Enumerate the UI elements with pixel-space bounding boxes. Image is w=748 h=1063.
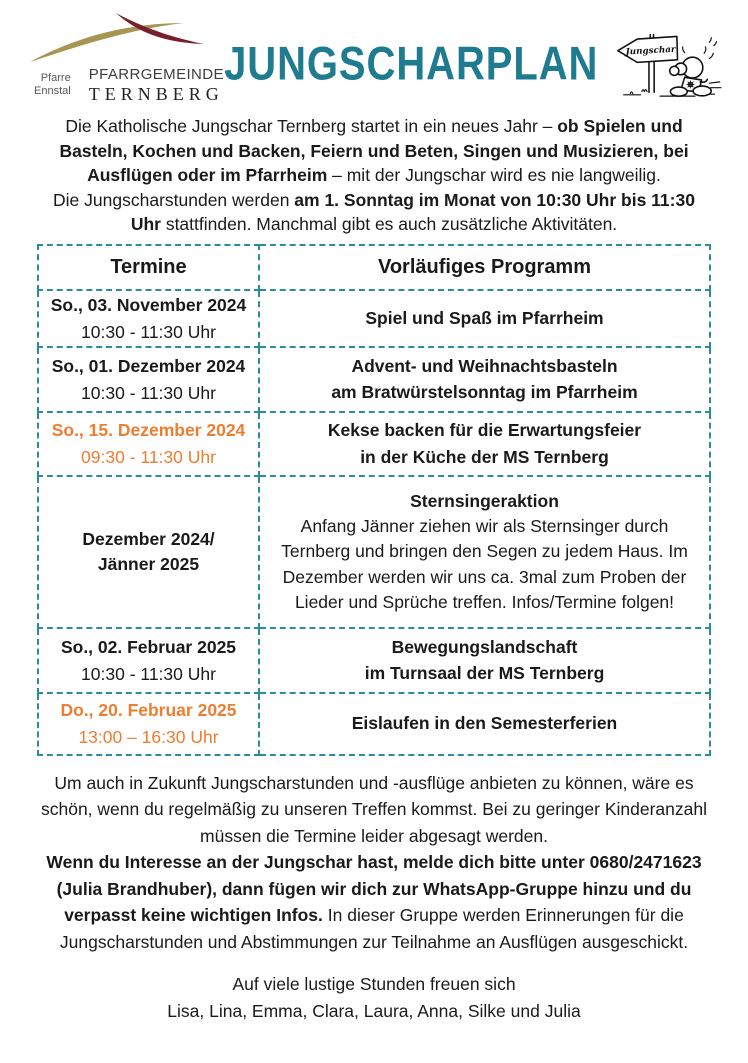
program-cell (259, 347, 710, 412)
time-text: 10:30 - 11:30 Uhr (81, 382, 216, 403)
table-row (38, 290, 710, 347)
intro-seg4: Die Jungscharstunden werden (53, 189, 295, 210)
program-cell (259, 628, 710, 693)
signpost-post (649, 62, 654, 92)
closing-line2: Lisa, Lina, Emma, Clara, Laura, Anna, Silke und Julia (167, 1001, 581, 1021)
logo-region-line1: Pfarre (40, 72, 71, 84)
table-row (38, 476, 710, 628)
column-header-programm: Vorläufiges Programm (259, 245, 710, 290)
logo-gold-swoosh (30, 23, 184, 62)
sign-label: Jungschar (625, 44, 677, 58)
program-text: Kekse backen für die Erwartungsfeier (327, 420, 642, 440)
time-text: 13:00 – 16:30 Uhr (78, 727, 219, 747)
logo-region-line2: Ennstal (34, 85, 71, 97)
page-title: JUNGSCHARPLAN (224, 37, 599, 91)
outro-seg3: In dieser Gruppe werden Erinnerungen für die Jungscharstunden und Abstimmungen zur Teilnahme an Ausflügen ausgeschickt. (59, 905, 689, 952)
jungschar-cartoon-illustration (612, 14, 724, 116)
date-cell (38, 476, 259, 628)
time-text: 10:30 - 11:30 Uhr (81, 663, 216, 684)
logo-org-name (89, 66, 224, 104)
program-text: Advent- und Weihnachtsbasteln (351, 355, 618, 376)
character-shoe-left (671, 87, 688, 96)
speed-lines (710, 82, 722, 88)
program-cell (259, 412, 710, 476)
intro-seg5-bold: am 1. Sonntag im Monat von 10:30 Uhr bis 11:30 Uhr (130, 189, 695, 234)
character-eye-right (670, 66, 679, 75)
date-text: Dezember 2024/ (82, 529, 215, 549)
program-text: Bewegungslandschaft (391, 636, 578, 657)
table-header-row (38, 245, 710, 290)
program-description: Anfang Jänner ziehen wir als Sternsinger durch Ternberg und bringen den Segen zu jedem Haus. Im Dezember werden wir uns ca. 3mal zum Proben der Lieder und Sprüche treffen. Infos/Termine folgen! (281, 515, 688, 612)
table-row (38, 628, 710, 693)
date-text: Jänner 2025 (97, 554, 200, 574)
logo-text (28, 66, 224, 104)
column-header-termine: Termine (38, 245, 259, 290)
logo-org-line1: PFARRGEMEINDE (88, 66, 224, 83)
date-text: So., 15. Dezember 2024 (51, 420, 246, 440)
logo-region-label (34, 72, 71, 98)
parish-logo (28, 12, 224, 104)
date-text: So., 02. Februar 2025 (60, 636, 237, 657)
program-cell (259, 476, 710, 628)
grass-tufts (631, 90, 648, 94)
intro-seg6: stattfinden. Manchmal gibt es auch zusätzliche Aktivitäten. (160, 214, 618, 234)
header (0, 0, 748, 104)
table-row-highlighted (38, 693, 710, 755)
date-text: Do., 20. Februar 2025 (60, 700, 237, 720)
date-cell (38, 347, 259, 412)
date-cell (38, 412, 259, 476)
outro-seg1: Um auch in Zukunft Jungscharstunden und -ausflüge anbieten zu können, wäre es schön, wenn du regelmäßig zu unseren Treffen kommst. Bei zu geringer Kinderanzahl müssen die Termine leider abgesagt werden. (40, 772, 707, 846)
program-text: am Bratwürstelsonntag im Pfarrheim (331, 382, 638, 402)
intro-seg2-bold: ob Spielen und Basteln, Kochen und Backen, Feiern und Beten, Singen und Musizieren, bei Ausflügen oder im Pfarrheim (59, 116, 689, 185)
date-text: So., 03. November 2024 (50, 294, 247, 315)
closing-block (0, 971, 748, 1025)
date-text: So., 01. Dezember 2024 (51, 355, 246, 376)
logo-org-line2: TERNBERG (88, 84, 224, 104)
date-cell (38, 693, 259, 755)
program-cell (259, 693, 710, 755)
program-text: in der Küche der MS Ternberg (360, 446, 609, 467)
intro-seg1: Die Katholische Jungschar Ternberg startet in ein neues Jahr – (65, 116, 558, 136)
program-cell (259, 290, 710, 347)
title-area (210, 37, 612, 91)
logo-swoosh-graphic (28, 12, 206, 64)
program-title: Sternsingeraktion (410, 490, 559, 511)
date-cell (38, 290, 259, 347)
intro-paragraph (50, 114, 698, 237)
schedule-table (37, 244, 711, 756)
closing-line1: Auf viele lustige Stunden freuen sich (232, 974, 516, 994)
program-text: Spiel und Spaß im Pfarrheim (365, 307, 604, 328)
character-shoe-right (694, 86, 712, 96)
time-text: 09:30 - 11:30 Uhr (81, 447, 216, 467)
program-text: Eislaufen in den Semesterferien (351, 713, 618, 734)
table-row-highlighted (38, 412, 710, 476)
program-text: im Turnsaal der MS Ternberg (364, 663, 605, 683)
character-badge-rays (687, 81, 694, 88)
time-text: 10:30 - 11:30 Uhr (81, 321, 216, 342)
outro-seg2-bold: Wenn du Interesse an der Jungschar hast, melde dich bitte unter 0680/2471623 (Julia Brandhuber), dann fügen wir dich zur WhatsApp-Gruppe hinzu und du verpasst keine wichtigen Infos. (46, 852, 702, 925)
table-row (38, 347, 710, 412)
motion-marks (683, 38, 717, 59)
outro-paragraph (35, 770, 713, 956)
intro-seg3: – mit der Jungschar wird es nie langweilig. (327, 165, 661, 185)
date-cell (38, 628, 259, 693)
